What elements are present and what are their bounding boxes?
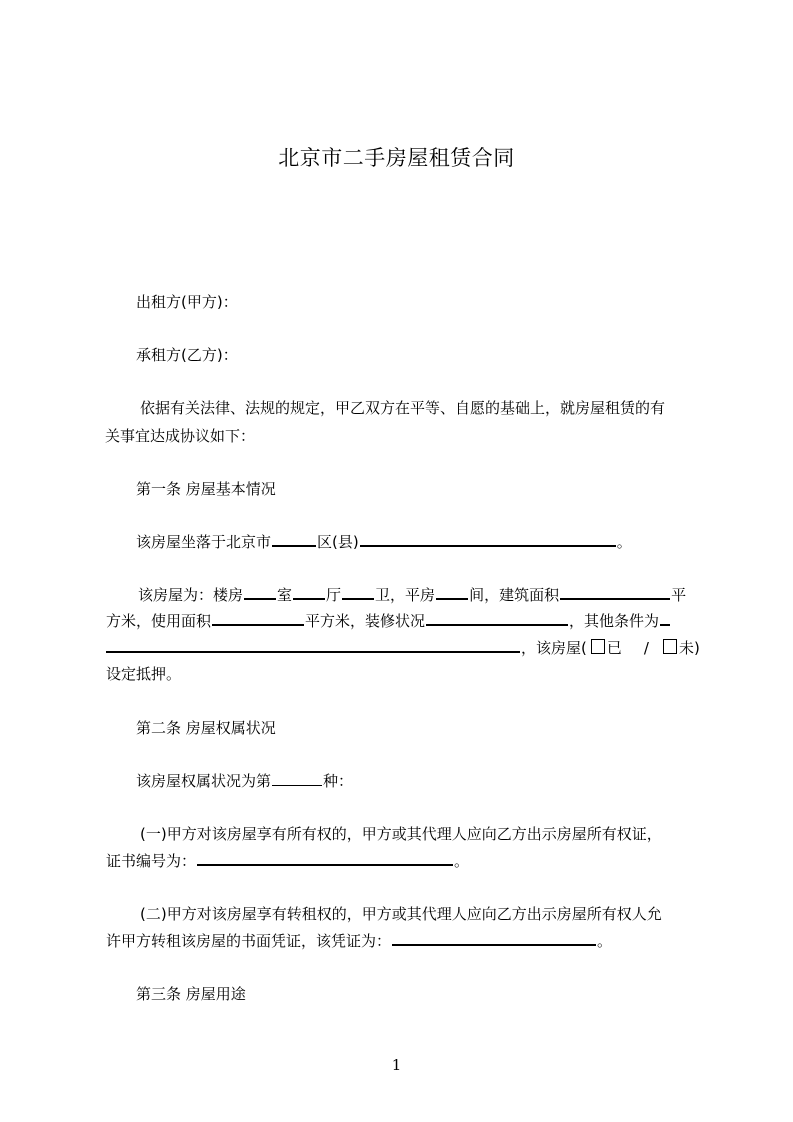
desc-text-10: ，该房屋( — [521, 639, 587, 657]
mortgaged-no-checkbox[interactable] — [663, 639, 677, 654]
desc-text-4: 卫，平房 — [375, 586, 436, 604]
building-area-blank[interactable] — [560, 586, 670, 600]
location-text-b: 区(县) — [317, 533, 359, 551]
desc-text-7: 方米，使用面积 — [106, 612, 212, 630]
ownership-type-blank[interactable] — [272, 773, 322, 786]
option-1-line-2 — [106, 851, 469, 871]
certificate-number-blank[interactable] — [197, 852, 453, 866]
mortgaged-yes-label: 已 — [606, 639, 622, 657]
preamble-line-2: 关事宜达成协议如下： — [105, 427, 256, 445]
voucher-blank[interactable] — [392, 932, 596, 946]
lessee-label: 承租方(乙方)： — [136, 346, 238, 364]
halls-blank[interactable] — [293, 586, 325, 600]
article-2-heading: 第二条 房屋权属状况 — [136, 719, 276, 737]
baths-blank[interactable] — [342, 586, 374, 600]
usable-area-blank[interactable] — [212, 612, 304, 626]
rooms-blank[interactable] — [244, 586, 276, 600]
bungalow-rooms-blank[interactable] — [436, 586, 468, 600]
ownership-type-text: 该房屋权属状况为第 — [136, 772, 272, 790]
option-separator: / — [643, 639, 649, 657]
option-2-line-1: (二)甲方对该房屋享有转租权的，甲方或其代理人应向乙方出示房屋所有权人允 — [140, 905, 662, 923]
option-1-line-1: (一)甲方对该房屋享有所有权的，甲方或其代理人应向乙方出示房屋所有权证， — [140, 825, 662, 843]
description-line-4: 设定抵押。 — [106, 665, 182, 683]
location-end: 。 — [616, 533, 632, 551]
ownership-type-line — [136, 771, 353, 791]
option-1-end: 。 — [454, 852, 470, 870]
address-blank[interactable] — [360, 533, 616, 547]
desc-text-2: 室 — [277, 586, 293, 604]
description-line-2 — [106, 611, 671, 631]
desc-text-6: 平 — [671, 586, 687, 604]
mortgaged-yes-checkbox[interactable] — [591, 639, 605, 654]
article-3-heading: 第三条 房屋用途 — [136, 985, 246, 1003]
district-blank[interactable] — [272, 533, 316, 547]
page-number: 1 — [391, 1056, 402, 1074]
desc-text-3: 厅 — [326, 586, 342, 604]
description-line-3 — [106, 638, 700, 658]
article-1-heading: 第一条 房屋基本情况 — [136, 480, 276, 498]
mortgaged-no-label: 未) — [678, 639, 700, 657]
description-line-1 — [138, 585, 686, 605]
desc-text-9: ，其他条件为 — [569, 612, 660, 630]
desc-text-8: 平方米，装修状况 — [305, 612, 426, 630]
option-2-line-2 — [106, 931, 612, 951]
certificate-label: 证书编号为： — [106, 852, 197, 870]
lessor-label: 出租方(甲方)： — [136, 293, 238, 311]
location-text-a: 该房屋坐落于北京市 — [136, 533, 272, 551]
ownership-type-suffix: 种： — [323, 772, 354, 790]
desc-text-1: 该房屋为：楼房 — [138, 586, 244, 604]
preamble-line-1: 依据有关法律、法规的规定，甲乙双方在平等、自愿的基础上，就房屋租赁的有 — [140, 399, 666, 417]
option-2-end: 。 — [597, 932, 613, 950]
desc-text-5: 间，建筑面积 — [469, 586, 560, 604]
location-line — [136, 532, 632, 552]
voucher-label: 许甲方转租该房屋的书面凭证，该凭证为： — [106, 932, 392, 950]
decoration-blank[interactable] — [426, 612, 568, 626]
other-conditions-blank-start[interactable] — [660, 612, 670, 626]
other-conditions-blank[interactable] — [106, 639, 520, 653]
page-title: 北京市二手房屋租赁合同 — [278, 146, 515, 170]
